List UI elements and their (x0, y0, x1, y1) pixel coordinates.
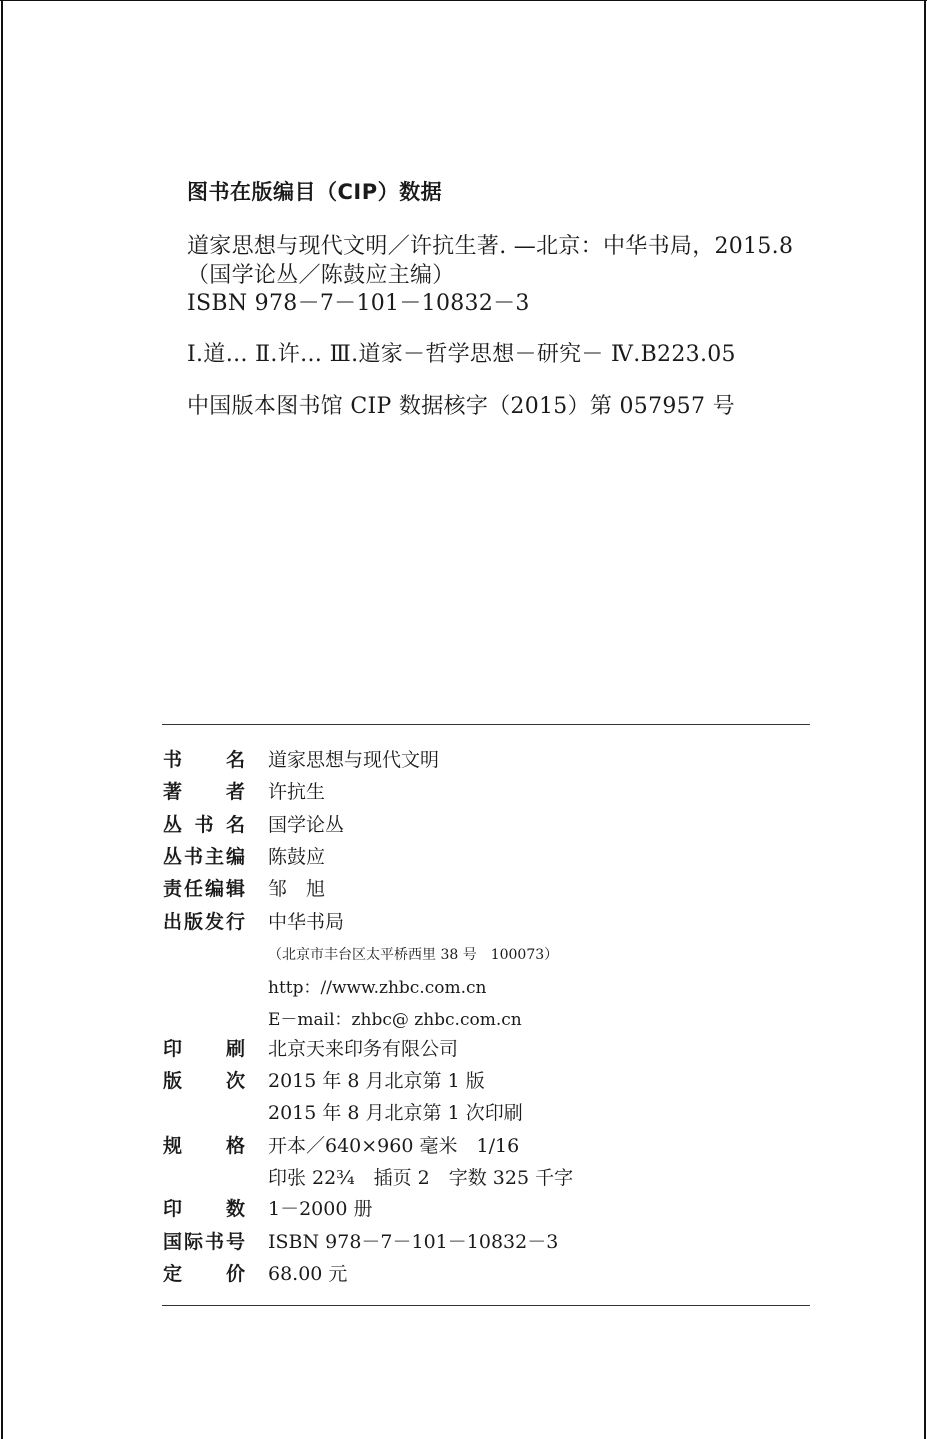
publisher-address: （北京市丰台区太平桥西里 38 号 100073） (268, 947, 559, 963)
cip-record-number-line: 中国版本图书馆 CIP 数据核字（2015）第 057957 号 (187, 394, 735, 419)
colophon-value: 邹 旭 (268, 878, 326, 900)
colophon-label: 规格 (163, 1135, 245, 1157)
colophon-top-rule (162, 724, 810, 725)
colophon-value: 道家思想与现代文明 (268, 749, 440, 771)
colophon-row-format (163, 1131, 803, 1161)
colophon-value: 中华书局 (268, 911, 345, 933)
colophon-row-address (163, 940, 803, 970)
colophon-value: 许抗生 (268, 781, 326, 803)
colophon-value: 陈鼓应 (268, 846, 326, 868)
colophon-value: 国学论丛 (268, 814, 345, 836)
colophon-value: 1－2000 册 (268, 1198, 373, 1220)
publisher-email: E－mail：zhbc@ zhbc.com.cn (268, 1010, 522, 1030)
page-border-right (924, 0, 926, 1439)
colophon-row-title (163, 745, 803, 775)
colophon-row-print-run (163, 1194, 803, 1224)
cip-catalog-line: 道家思想与现代文明／许抗生著. —北京：中华书局，2015.8 (187, 234, 794, 259)
colophon-value: 2015 年 8 月北京第 1 版 (268, 1070, 485, 1092)
colophon-row-printing (163, 1098, 803, 1128)
page-border-top (0, 0, 927, 1)
colophon-value: 开本／640×960 毫米 1/16 (268, 1135, 520, 1157)
colophon-label: 出版发行 (163, 911, 245, 933)
colophon-row-price (163, 1259, 803, 1289)
colophon-label: 国际书号 (163, 1231, 245, 1253)
colophon-bottom-rule (162, 1305, 810, 1306)
cip-subject-line: Ⅰ.道… Ⅱ.许… Ⅲ.道家－哲学思想－研究－ Ⅳ.B223.05 (187, 342, 736, 367)
colophon-row-isbn (163, 1227, 803, 1257)
colophon-row-printer (163, 1034, 803, 1064)
colophon-label: 著者 (163, 781, 245, 803)
colophon-label: 版次 (163, 1070, 245, 1092)
colophon-row-series-editor (163, 842, 803, 872)
page-border-left (1, 0, 3, 1439)
colophon-label: 书名 (163, 749, 245, 771)
cip-isbn-line: ISBN 978－7－101－10832－3 (187, 291, 530, 316)
colophon-row-author (163, 777, 803, 807)
colophon-label: 丛书主编 (163, 846, 245, 868)
colophon-label: 印数 (163, 1198, 245, 1220)
colophon-value: 北京天来印务有限公司 (268, 1038, 459, 1060)
colophon-value: 68.00 元 (268, 1263, 348, 1285)
cip-series-line: （国学论丛／陈鼓应主编） (187, 263, 455, 288)
colophon-label: 丛书名 (163, 814, 245, 836)
colophon-row-email (163, 1003, 803, 1033)
colophon-row-sheets (163, 1163, 803, 1193)
colophon-row-edition (163, 1066, 803, 1096)
colophon-row-series (163, 810, 803, 840)
colophon-row-website (163, 971, 803, 1001)
colophon-value: 印张 22¾ 插页 2 字数 325 千字 (268, 1167, 574, 1189)
colophon-row-editor (163, 874, 803, 904)
colophon-value: ISBN 978－7－101－10832－3 (268, 1231, 559, 1253)
colophon-label: 印刷 (163, 1038, 245, 1060)
colophon-label: 定价 (163, 1263, 245, 1285)
colophon-row-publisher (163, 907, 803, 937)
colophon-label: 责任编辑 (163, 878, 245, 900)
colophon-value: 2015 年 8 月北京第 1 次印刷 (268, 1102, 523, 1124)
publisher-website: http：//www.zhbc.com.cn (268, 978, 487, 998)
cip-heading: 图书在版编目（CIP）数据 (187, 180, 443, 204)
